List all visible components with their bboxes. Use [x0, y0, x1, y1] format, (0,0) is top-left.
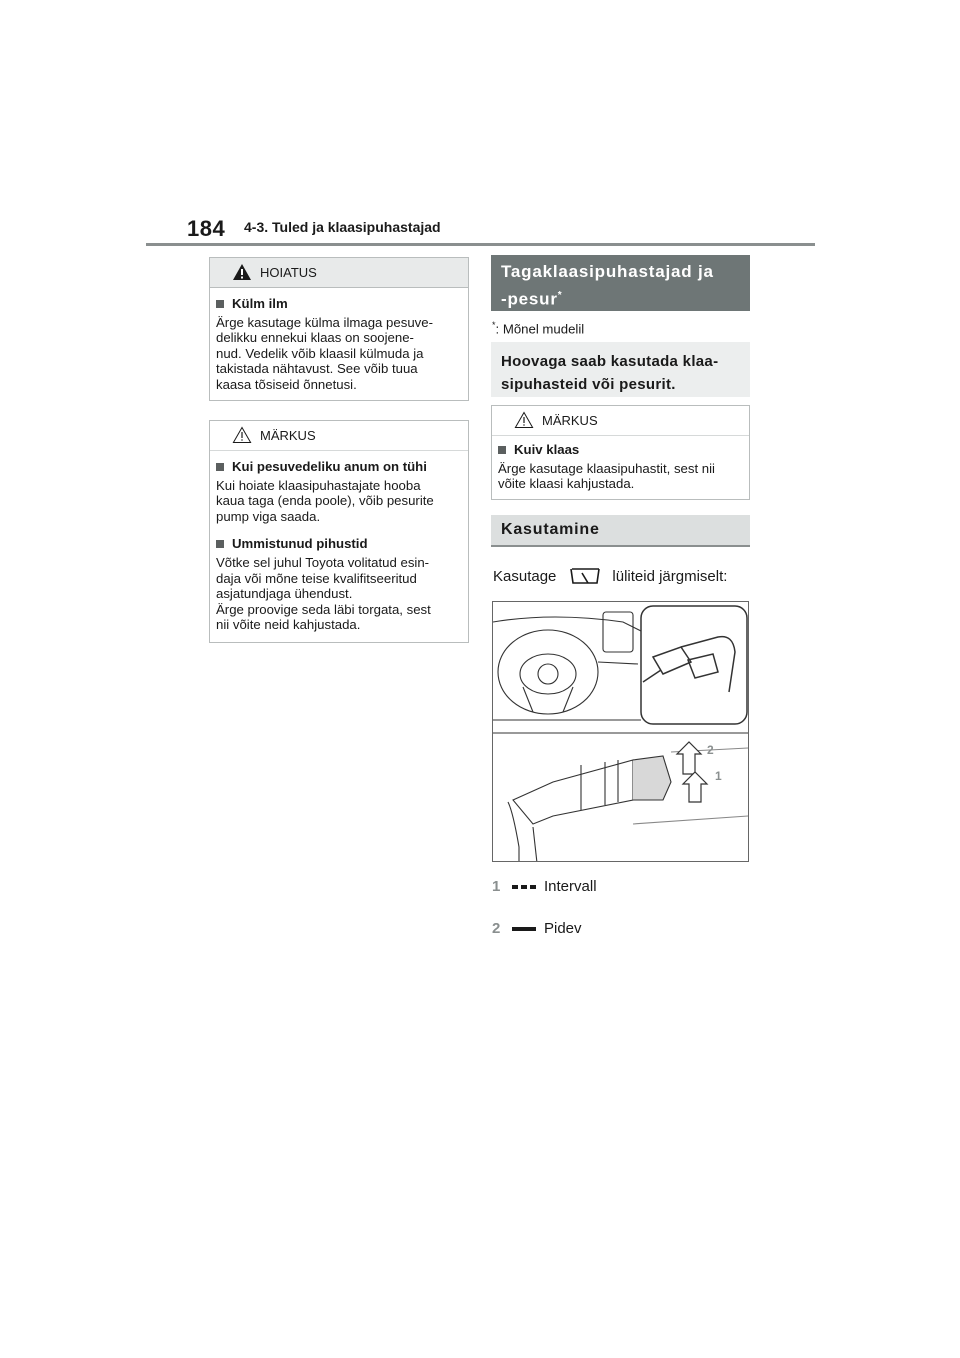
- square-bullet-icon: [498, 446, 506, 454]
- warning-box-header: [210, 258, 468, 288]
- warning-outline-icon: [514, 411, 534, 429]
- warning-filled-icon: [232, 263, 252, 281]
- notice-subheading-text: Kuiv klaas: [514, 442, 580, 457]
- section-title-line2-text: -pesur: [501, 289, 558, 309]
- lead-line: Hoovaga saab kasutada klaa-: [501, 353, 719, 370]
- warning-title: HOIATUS: [260, 265, 317, 280]
- square-bullet-icon: [216, 300, 224, 308]
- lead-text-block: [491, 342, 750, 397]
- warning-text: [216, 315, 462, 393]
- text-line: Võtke sel juhul Toyota volitatud esin-: [216, 554, 430, 570]
- instruction-line: [493, 565, 727, 587]
- text-line: Kui hoiate klaasipuhastajate hooba: [216, 477, 421, 493]
- page-number: 184: [187, 216, 226, 241]
- subsection-heading: [491, 515, 750, 547]
- section-header: 4-3. Tuled ja klaasipuhastajad: [244, 219, 441, 235]
- section-title-line2: [501, 284, 740, 312]
- text-line: takistada nähtavust. See võib tuua: [216, 361, 418, 377]
- notice-subheading: [216, 459, 462, 475]
- instruction-text: Kasutage: [493, 567, 557, 585]
- continuous-wipe-icon: [512, 926, 536, 932]
- warning-body: [210, 288, 468, 401]
- warning-subheading: [216, 296, 462, 312]
- notice-title: MÄRKUS: [260, 428, 316, 443]
- legend-label: Pidev: [544, 920, 582, 937]
- rear-wiper-icon: [568, 565, 602, 587]
- notice-body: [210, 451, 468, 641]
- legend-label: Intervall: [544, 878, 597, 895]
- legend-number: 1: [492, 878, 501, 895]
- notice-box-header: [210, 421, 468, 451]
- figure-label-1: 1: [715, 769, 722, 783]
- notice-subheading-text: Ummistunud pihustid: [232, 536, 368, 552]
- text-line: nii võite neid kahjustada.: [216, 617, 361, 633]
- footnote-text: : Mõnel mudelil: [495, 321, 585, 337]
- section-title-block: [491, 255, 750, 311]
- notice-subheading: [498, 442, 743, 458]
- notice-item: [216, 459, 462, 524]
- section-title-line1: Tagaklaasipuhastajad ja: [501, 262, 714, 281]
- text-line: kaasa tõsiseid õnnetusi.: [216, 376, 357, 392]
- legend-item-intervall: [492, 878, 597, 895]
- figure-label-2: 2: [707, 743, 714, 757]
- notice-title: MÄRKUS: [542, 413, 598, 428]
- subsection-heading-text: Kasutamine: [501, 521, 600, 538]
- footnote-star: *: [492, 320, 496, 330]
- lever-diagram: [493, 602, 749, 862]
- notice-box-header: [492, 406, 749, 436]
- square-bullet-icon: [216, 540, 224, 548]
- warning-box: [209, 257, 469, 401]
- notice-subheading: [216, 536, 462, 552]
- intermittent-wipe-icon: [512, 884, 536, 890]
- text-line: Ärge kasutage klaasipuhastit, sest nii: [498, 460, 715, 476]
- text-line: daja või mõne teise kvalifitseeritud: [216, 570, 417, 586]
- lead-line: sipuhasteid või pesurit.: [501, 376, 676, 393]
- header-rule: [146, 243, 815, 246]
- text-line: Ärge kasutage külma ilmaga pesuve-: [216, 314, 433, 330]
- wiper-lever-illustration: [492, 601, 749, 862]
- text-line: pump viga saada.: [216, 508, 321, 524]
- notice-body: [492, 436, 749, 500]
- warning-subheading-text: Külm ilm: [232, 296, 288, 311]
- text-line: nud. Vedelik võib klaasil külmuda ja: [216, 345, 424, 361]
- text-line: kaua taga (enda poole), võib pesurite: [216, 493, 434, 509]
- square-bullet-icon: [216, 463, 224, 471]
- legend-number: 2: [492, 920, 501, 937]
- notice-box-left: [209, 420, 469, 643]
- text-line: Ärge proovige seda läbi torgata, sest: [216, 601, 431, 617]
- text-line: delikku ennekui klaas on soojene-: [216, 330, 414, 346]
- legend-item-pidev: [492, 920, 582, 937]
- footnote-star: *: [557, 290, 563, 301]
- footnote: [492, 320, 584, 336]
- instruction-text: lüliteid järgmiselt:: [612, 567, 728, 585]
- notice-subheading-text: Kui pesuvedeliku anum on tühi: [232, 459, 427, 474]
- warning-outline-icon: [232, 426, 252, 444]
- notice-item: [216, 536, 462, 633]
- text-line: võite klaasi kahjustada.: [498, 476, 635, 492]
- notice-box-right: [491, 405, 750, 500]
- text-line: asjatundjaga ühendust.: [216, 586, 353, 602]
